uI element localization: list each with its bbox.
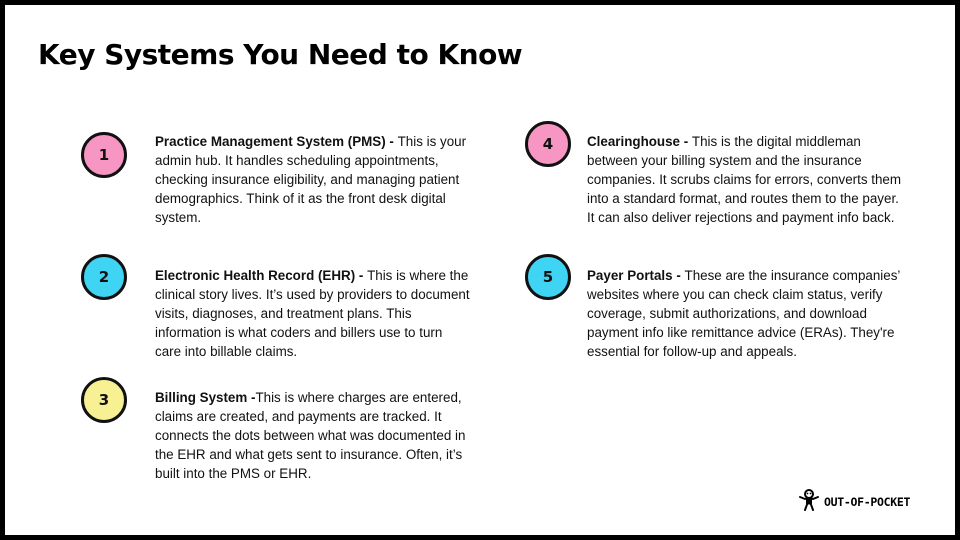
badge-number: 2: [98, 268, 110, 286]
number-badge-2: [81, 254, 127, 300]
item-body: These are the insurance companies’ websites where you can check claim status, verify coverage, submit authorizations, and download payment info like remittance advice (ERAs). They're essential for follow-up and appeals.: [587, 268, 900, 359]
item-clearinghouse: [587, 132, 903, 227]
page-title: Key Systems You Need to Know: [38, 38, 523, 71]
item-body: This is your admin hub. It handles scheduling appointments, checking insurance eligibility, and managing patient demographics. Think of it as the front desk digital system.: [155, 134, 467, 225]
item-pms: [155, 132, 471, 227]
badge-number: 1: [98, 146, 110, 164]
number-badge-5: [525, 254, 571, 300]
logo-text: OUT-OF-POCKET: [824, 495, 911, 509]
item-heading: Billing System -: [155, 390, 256, 405]
number-badge-1: [81, 132, 127, 178]
number-badge-3: [81, 377, 127, 423]
item-heading: Electronic Health Record (EHR) -: [155, 268, 368, 283]
item-heading: Clearinghouse -: [587, 134, 692, 149]
item-payer-portals: [587, 266, 903, 361]
badge-number: 3: [98, 391, 110, 409]
item-heading: Practice Management System (PMS) -: [155, 134, 398, 149]
badge-number: 5: [542, 268, 554, 286]
number-badge-4: [525, 121, 571, 167]
item-body: This is where charges are entered, claims are created, and payments are tracked. It connects the dots between what was documented in the EHR and what gets sent to insurance. Often, it’s built into the PMS or EHR.: [155, 390, 466, 481]
item-heading: Payer Portals -: [587, 268, 685, 283]
item-body: This is the digital middleman between your billing system and the insurance companies. It scrubs claims for errors, converts them into a standard format, and routes them to the payer. It can also deliver rejections and payment info back.: [587, 134, 902, 225]
item-ehr: [155, 266, 471, 361]
mascot-icon: [797, 489, 821, 516]
brand-logo: [797, 491, 910, 513]
item-body: This is where the clinical story lives. It’s used by providers to document visits, diagnoses, and treatment plans. This information is what coders and billers use to turn care into billable claims.: [155, 268, 470, 359]
item-billing: [155, 388, 471, 483]
badge-number: 4: [542, 135, 554, 153]
